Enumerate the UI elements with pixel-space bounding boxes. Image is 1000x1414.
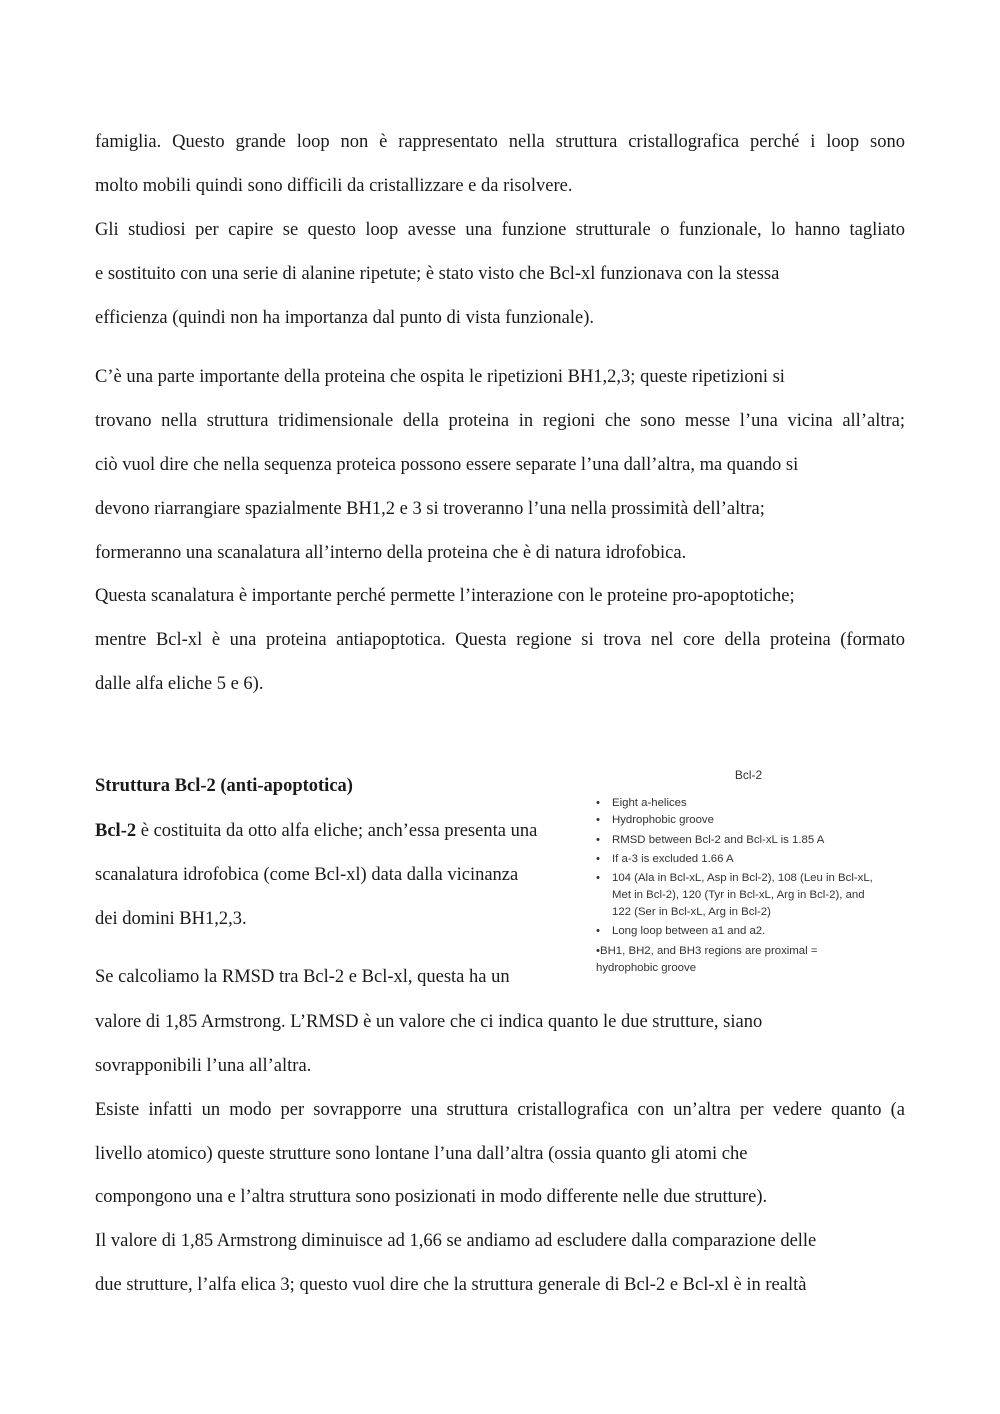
text-line: e sostituito con una serie di alanine ripetute; è stato visto che Bcl-xl funzionava con la stessa bbox=[95, 264, 780, 284]
bullet-dot: • bbox=[596, 797, 600, 809]
bold-term: Bcl-2 bbox=[95, 821, 137, 841]
text-line: dei domini BH1,2,3. bbox=[95, 909, 247, 929]
text-line: Se calcoliamo la RMSD tra Bcl-2 e Bcl-xl, questa ha un bbox=[95, 967, 510, 987]
text-line: molto mobili quindi sono difficili da cristallizzare e da risolvere. bbox=[95, 176, 573, 196]
text-line: dalle alfa eliche 5 e 6). bbox=[95, 674, 264, 694]
section-heading-text: Struttura Bcl-2 (anti-apoptotica) bbox=[95, 776, 353, 796]
bullet-dot: • bbox=[596, 925, 600, 937]
text-line: scanalatura idrofobica (come Bcl-xl) data dalla vicinanza bbox=[95, 865, 519, 885]
bullet-text: RMSD between Bcl-2 and Bcl-xL is 1.85 A bbox=[612, 834, 825, 846]
text-line: devono riarrangiare spazialmente BH1,2 e 3 si troveranno l’una nella prossimità dell’altra; bbox=[95, 499, 765, 519]
text-line: Gli studiosi per capire se questo loop avesse una funzione strutturale o funzionale, lo hanno tagliato bbox=[95, 220, 905, 240]
text-line: C’è una parte importante della proteina che ospita le ripetizioni BH1,2,3; queste ripetizioni si bbox=[95, 367, 785, 387]
text-line bbox=[95, 820, 575, 842]
bullet-text: 104 (Ala in Bcl-xL, Asp in Bcl-2), 108 (Leu in Bcl-xL, bbox=[612, 872, 873, 884]
bullet-dot: • bbox=[596, 853, 600, 865]
text-line: trovano nella struttura tridimensionale della proteina in regioni che sono messe l’una vicina all’altra; bbox=[95, 411, 905, 431]
bullet-dot: • bbox=[596, 814, 600, 826]
text-line: mentre Bcl-xl è una proteina antiapoptotica. Questa regione si trova nel core della proteina (formato bbox=[95, 630, 905, 650]
text-line: Esiste infatti un modo per sovrapporre una struttura cristallografica con un’altra per vedere quanto (a bbox=[95, 1100, 905, 1120]
bullet-text: Long loop between a1 and a2. bbox=[612, 925, 766, 937]
text-line: formeranno una scanalatura all’interno della proteina che è di natura idrofobica. bbox=[95, 543, 687, 563]
bullet-dot: • bbox=[596, 872, 600, 884]
document-page bbox=[95, 0, 905, 1414]
text-line: Questa scanalatura è importante perché permette l’interazione con le proteine pro-apoptotiche; bbox=[95, 586, 795, 606]
text-span: è costituita da otto alfa eliche; anch’essa presenta una bbox=[136, 821, 538, 841]
text-line: due strutture, l’alfa elica 3; questo vuol dire che la struttura generale di Bcl-2 e Bcl-xl è in realtà bbox=[95, 1275, 807, 1295]
bullet-text: Hydrophobic groove bbox=[612, 814, 714, 826]
text-line: valore di 1,85 Armstrong. L’RMSD è un valore che ci indica quanto le due strutture, siano bbox=[95, 1012, 763, 1032]
text-line: sovrapponibili l’una all’altra. bbox=[95, 1056, 312, 1076]
figure-title: Bcl-2 bbox=[734, 768, 763, 782]
bullet-text: Eight a-helices bbox=[612, 797, 687, 809]
note-text: hydrophobic groove bbox=[596, 962, 697, 974]
bcl2-summary-figure bbox=[596, 764, 906, 984]
text-line: efficienza (quindi non ha importanza dal punto di vista funzionale). bbox=[95, 308, 594, 328]
bullet-text: Met in Bcl-2), 120 (Tyr in Bcl-xL, Arg in Bcl-2), and bbox=[612, 889, 865, 901]
note-text: •BH1, BH2, and BH3 regions are proximal = bbox=[596, 945, 818, 957]
bullet-text: If a-3 is excluded 1.66 A bbox=[612, 853, 734, 865]
text-line: compongono una e l’altra struttura sono posizionati in modo differente nelle due strutture). bbox=[95, 1187, 768, 1207]
text-line: ciò vuol dire che nella sequenza proteica possono essere separate l’una dall’altra, ma quando si bbox=[95, 455, 799, 475]
text-line: Il valore di 1,85 Armstrong diminuisce ad 1,66 se andiamo ad escludere dalla comparazione delle bbox=[95, 1231, 817, 1251]
text-line: livello atomico) queste strutture sono lontane l’una dall’altra (ossia quanto gli atomi che bbox=[95, 1144, 748, 1164]
text-line: famiglia. Questo grande loop non è rappresentato nella struttura cristallografica perché i loop sono bbox=[95, 132, 905, 152]
bullet-text: 122 (Ser in Bcl-xL, Arg in Bcl-2) bbox=[612, 906, 771, 918]
bullet-dot: • bbox=[596, 834, 600, 846]
